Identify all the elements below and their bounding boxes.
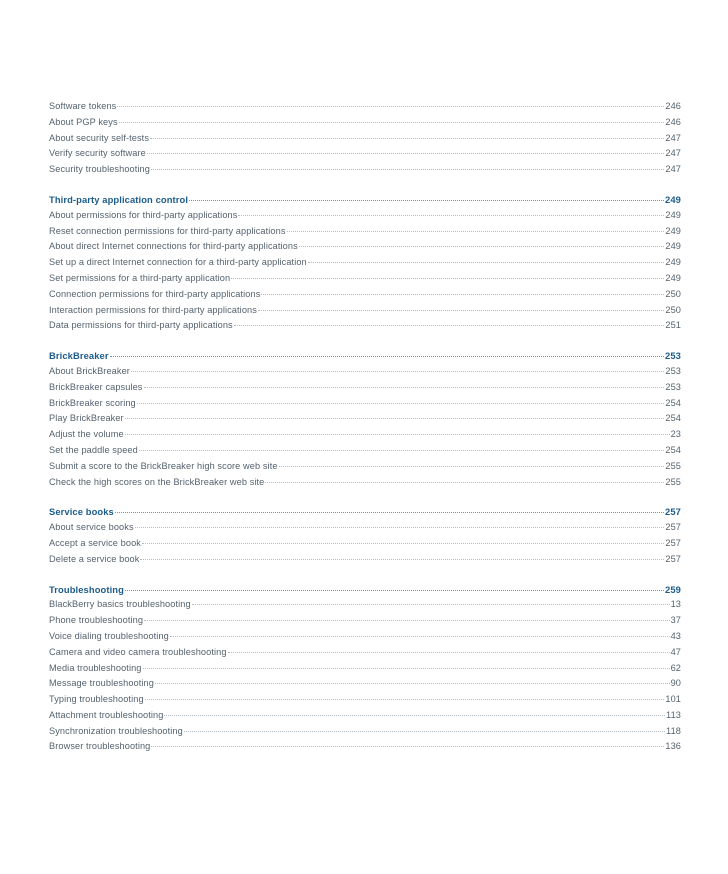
- toc-entry-page: 254: [665, 444, 681, 455]
- toc-entry-page: 254: [665, 413, 681, 424]
- toc-entry[interactable]: [49, 364, 681, 380]
- toc-entry-label: BrickBreaker capsules: [49, 381, 143, 392]
- toc-entry-label: Set the paddle speed: [49, 444, 138, 455]
- dot-leader: [299, 246, 665, 247]
- toc-entry[interactable]: [49, 162, 681, 178]
- toc-entry-label: Software tokens: [49, 101, 117, 111]
- toc-entry-label: Typing troubleshooting: [49, 694, 144, 705]
- toc-section-service-books: [49, 504, 681, 567]
- dot-leader: [137, 403, 665, 404]
- toc-heading-page: 249: [665, 193, 681, 205]
- toc-entry-label: Submit a score to the BrickBreaker high score web site: [49, 460, 278, 471]
- toc-section-troubleshooting: [49, 582, 681, 756]
- toc-entry[interactable]: [49, 475, 681, 491]
- dot-leader: [142, 543, 664, 544]
- toc-entry[interactable]: [49, 708, 681, 724]
- toc-entry-page: 113: [666, 709, 681, 720]
- dot-leader: [258, 310, 664, 311]
- toc-entry[interactable]: [49, 115, 681, 131]
- toc-entry-page: 254: [665, 397, 681, 408]
- toc-entry[interactable]: [49, 724, 681, 740]
- toc-entry-page: 23: [670, 429, 681, 440]
- dot-leader: [119, 122, 665, 123]
- toc-entry-page: 118: [666, 725, 681, 736]
- toc-entry-label: About security self-tests: [49, 132, 150, 143]
- toc-entry-page: 246: [665, 116, 681, 127]
- toc-entry-page: 62: [670, 662, 681, 673]
- dot-leader: [150, 138, 664, 139]
- dot-leader: [139, 450, 665, 451]
- toc-heading[interactable]: [49, 192, 681, 208]
- toc-entry-page: 253: [665, 365, 681, 376]
- toc-entry-page: 90: [670, 678, 681, 689]
- dot-leader: [117, 106, 664, 107]
- toc-entry-label: BlackBerry basics troubleshooting: [49, 599, 191, 610]
- toc-entry-page: 257: [665, 553, 681, 564]
- toc-heading-page: 253: [665, 350, 681, 362]
- toc-entry-page: 47: [670, 646, 681, 657]
- toc-entry[interactable]: [49, 99, 681, 115]
- dot-leader: [110, 356, 664, 357]
- toc-entry-label: Set permissions for a third-party application: [49, 272, 231, 283]
- toc-entry[interactable]: [49, 303, 681, 319]
- toc-entry[interactable]: [49, 613, 681, 629]
- toc-entry-page: 255: [665, 476, 681, 487]
- toc-entry-page: 37: [670, 615, 681, 626]
- toc-entry[interactable]: [49, 146, 681, 162]
- toc-entry-label: Media troubleshooting: [49, 662, 142, 673]
- toc-heading-label: Service books: [49, 506, 114, 518]
- toc-entry-label: About direct Internet connections for third-party applications: [49, 241, 298, 252]
- dot-leader: [147, 153, 665, 154]
- toc-entry-label: Play BrickBreaker: [49, 413, 124, 424]
- toc-entry[interactable]: [49, 443, 681, 459]
- toc-entry[interactable]: [49, 520, 681, 536]
- dot-leader: [144, 620, 670, 621]
- toc-entry[interactable]: [49, 645, 681, 661]
- toc-entry-page: 250: [665, 304, 681, 315]
- dot-leader: [144, 387, 665, 388]
- toc-entry[interactable]: [49, 629, 681, 645]
- toc-section-brickbreaker: [49, 348, 681, 490]
- dot-leader: [164, 715, 665, 716]
- toc-heading-label: BrickBreaker: [49, 350, 109, 362]
- toc-heading[interactable]: [49, 348, 681, 364]
- dot-leader: [189, 200, 664, 201]
- dot-leader: [151, 746, 664, 747]
- toc-entry-page: 249: [665, 272, 681, 283]
- toc-heading-label: Third-party application control: [49, 193, 189, 205]
- dot-leader: [143, 668, 670, 669]
- dot-leader: [228, 652, 670, 653]
- toc-entry-page: 249: [665, 225, 681, 236]
- toc-entry-page: 13: [670, 599, 681, 610]
- toc-entry[interactable]: [49, 131, 681, 147]
- toc-entry-label: Delete a service book: [49, 553, 140, 564]
- toc-entry[interactable]: [49, 411, 681, 427]
- toc-entry-label: Check the high scores on the BrickBreaker web site: [49, 476, 265, 487]
- toc-heading-page: 257: [665, 506, 681, 518]
- toc-entry-page: 249: [665, 241, 681, 252]
- toc-entry-label: About PGP keys: [49, 116, 118, 127]
- toc-entry-label: Verify security software: [49, 148, 146, 159]
- toc-section-security: [49, 99, 681, 178]
- dot-leader: [170, 636, 670, 637]
- toc-entry-page: 247: [665, 132, 681, 143]
- toc-entry-label: Set up a direct Internet connection for a third-party application: [49, 257, 307, 268]
- dot-leader: [125, 590, 664, 591]
- dot-leader: [140, 559, 664, 560]
- toc-entry[interactable]: [49, 396, 681, 412]
- toc-entry-page: 249: [665, 257, 681, 268]
- dot-leader: [238, 215, 664, 216]
- toc-entry-page: 136: [665, 741, 681, 752]
- toc-entry[interactable]: [49, 318, 681, 334]
- dot-leader: [125, 434, 670, 435]
- toc-entry[interactable]: [49, 661, 681, 677]
- dot-leader: [192, 604, 670, 605]
- toc-entry-page: 43: [670, 630, 681, 641]
- dot-leader: [261, 294, 664, 295]
- dot-leader: [135, 527, 665, 528]
- toc-entry-label: Security troubleshooting: [49, 164, 150, 175]
- toc-entry-page: 247: [665, 164, 681, 175]
- toc-entry-label: Attachment troubleshooting: [49, 709, 164, 720]
- toc-entry-page: 246: [665, 101, 681, 111]
- dot-leader: [155, 683, 670, 684]
- toc-entry-page: 253: [665, 381, 681, 392]
- toc-entry[interactable]: [49, 271, 681, 287]
- toc-entry[interactable]: [49, 255, 681, 271]
- toc-entry[interactable]: [49, 239, 681, 255]
- dot-leader: [115, 512, 664, 513]
- toc-entry[interactable]: [49, 224, 681, 240]
- toc-entry[interactable]: [49, 676, 681, 692]
- toc-entry[interactable]: [49, 380, 681, 396]
- dot-leader: [131, 371, 664, 372]
- toc-entry-page: 251: [665, 320, 681, 331]
- toc-entry-page: 101: [665, 694, 681, 705]
- toc-entry-page: 247: [665, 148, 681, 159]
- toc-entry[interactable]: [49, 427, 681, 443]
- toc-entry-page: 257: [665, 537, 681, 548]
- toc-entry[interactable]: [49, 552, 681, 568]
- toc-entry[interactable]: [49, 739, 681, 755]
- toc-entry-label: Synchronization troubleshooting: [49, 725, 183, 736]
- toc-entry-label: Voice dialing troubleshooting: [49, 630, 169, 641]
- toc-entry-page: 255: [665, 460, 681, 471]
- dot-leader: [279, 466, 665, 467]
- dot-leader: [234, 325, 665, 326]
- toc-heading-label: Troubleshooting: [49, 583, 124, 595]
- toc-entry-label: Data permissions for third-party applications: [49, 320, 233, 331]
- toc-entry-label: BrickBreaker scoring: [49, 397, 136, 408]
- toc-entry-label: Phone troubleshooting: [49, 615, 144, 626]
- toc-entry-page: 257: [665, 522, 681, 533]
- toc-entry[interactable]: [49, 459, 681, 475]
- dot-leader: [125, 418, 665, 419]
- toc-entry-label: Accept a service book: [49, 537, 141, 548]
- toc-heading-page: 259: [665, 583, 681, 595]
- toc-heading[interactable]: [49, 582, 681, 598]
- dot-leader: [231, 278, 664, 279]
- dot-leader: [151, 169, 664, 170]
- toc-entry-label: Camera and video camera troubleshooting: [49, 646, 227, 657]
- toc-entry[interactable]: [49, 692, 681, 708]
- toc-entry-label: About BrickBreaker: [49, 365, 130, 376]
- toc-entry-label: Message troubleshooting: [49, 678, 154, 689]
- toc-entry-label: About permissions for third-party applications: [49, 209, 238, 220]
- dot-leader: [308, 262, 665, 263]
- toc-section-third-party-application-control: [49, 192, 681, 334]
- toc-entry-label: About service books: [49, 522, 134, 533]
- toc-entry[interactable]: [49, 597, 681, 613]
- toc-entry-page: 249: [665, 209, 681, 220]
- toc-entry-label: Adjust the volume: [49, 429, 124, 440]
- toc-entry[interactable]: [49, 536, 681, 552]
- toc-entry-page: 250: [665, 288, 681, 299]
- toc-entry-label: Reset connection permissions for third-party applications: [49, 225, 286, 236]
- table-of-contents: [49, 99, 681, 755]
- dot-leader: [287, 231, 665, 232]
- toc-entry[interactable]: [49, 208, 681, 224]
- toc-heading[interactable]: [49, 504, 681, 520]
- toc-entry[interactable]: [49, 287, 681, 303]
- toc-entry-label: Browser troubleshooting: [49, 741, 151, 752]
- dot-leader: [265, 482, 664, 483]
- toc-entry-label: Connection permissions for third-party applications: [49, 288, 261, 299]
- dot-leader: [184, 731, 665, 732]
- toc-entry-label: Interaction permissions for third-party applications: [49, 304, 257, 315]
- dot-leader: [145, 699, 665, 700]
